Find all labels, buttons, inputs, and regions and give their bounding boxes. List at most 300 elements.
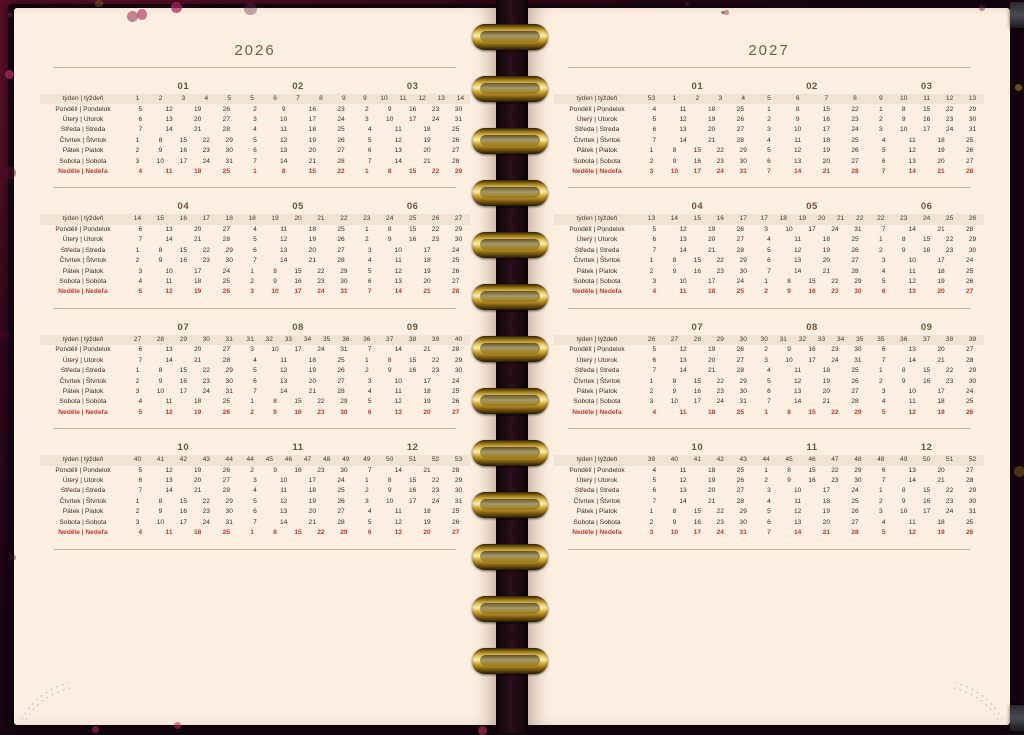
day-number[interactable]: 19 — [937, 408, 945, 416]
day-number[interactable]: 24 — [202, 518, 210, 526]
day-number[interactable]: 22 — [337, 168, 345, 176]
day-number[interactable]: 22 — [831, 466, 839, 474]
day-number[interactable]: 26 — [965, 408, 974, 416]
day-number[interactable]: 4 — [367, 257, 372, 265]
day-number[interactable]: 8 — [672, 257, 677, 265]
day-number[interactable]: 25 — [222, 398, 231, 406]
day-number[interactable]: 30 — [739, 267, 747, 275]
day-number[interactable]: 23 — [431, 487, 440, 495]
day-number[interactable]: 30 — [739, 387, 747, 395]
day-number[interactable]: 13 — [394, 278, 402, 285]
day-number[interactable]: 24 — [337, 477, 345, 485]
day-number[interactable]: 13 — [279, 508, 288, 516]
day-number[interactable]: 5 — [253, 367, 257, 375]
day-number[interactable]: 26 — [736, 115, 745, 123]
day-number[interactable]: 7 — [367, 288, 372, 296]
day-number[interactable]: 10 — [793, 487, 802, 495]
day-number[interactable]: 6 — [767, 257, 771, 265]
day-number[interactable]: 2 — [878, 497, 883, 505]
day-number[interactable]: 29 — [968, 105, 977, 113]
day-number[interactable]: 26 — [851, 246, 859, 254]
day-number[interactable]: 22 — [945, 105, 954, 113]
day-number[interactable]: 26 — [451, 136, 460, 144]
day-number[interactable]: 5 — [367, 136, 372, 144]
day-number[interactable]: 3 — [138, 267, 143, 275]
day-number[interactable]: 1 — [364, 168, 369, 176]
day-number[interactable]: 14 — [394, 466, 402, 474]
day-number[interactable]: 18 — [194, 168, 202, 176]
day-number[interactable]: 21 — [308, 257, 316, 265]
day-number[interactable]: 17 — [922, 508, 931, 516]
day-number[interactable]: 13 — [793, 257, 802, 265]
day-number[interactable]: 20 — [194, 225, 202, 233]
day-number[interactable]: 31 — [739, 529, 747, 537]
day-number[interactable]: 16 — [408, 487, 417, 495]
day-number[interactable]: 16 — [408, 105, 417, 113]
day-number[interactable]: 28 — [451, 288, 460, 296]
day-number[interactable]: 10 — [165, 267, 173, 275]
day-number[interactable]: 16 — [294, 408, 302, 416]
day-number[interactable]: 15 — [922, 367, 931, 375]
day-number[interactable]: 21 — [708, 497, 716, 505]
day-number[interactable]: 19 — [308, 497, 316, 505]
day-number[interactable]: 10 — [670, 398, 679, 406]
day-number[interactable]: 26 — [337, 367, 345, 375]
day-number[interactable]: 28 — [222, 356, 231, 364]
day-number[interactable]: 7 — [881, 356, 886, 364]
day-number[interactable]: 9 — [795, 115, 800, 123]
day-number[interactable]: 18 — [194, 529, 202, 537]
day-number[interactable]: 31 — [340, 346, 348, 354]
day-number[interactable]: 3 — [767, 126, 771, 134]
day-number[interactable]: 23 — [945, 377, 954, 385]
day-number[interactable]: 18 — [708, 408, 716, 416]
day-number[interactable]: 13 — [165, 115, 173, 123]
day-number[interactable]: 22 — [317, 267, 325, 275]
day-number[interactable]: 26 — [451, 398, 460, 406]
day-number[interactable]: 24 — [451, 246, 460, 254]
day-number[interactable]: 8 — [901, 367, 906, 375]
day-number[interactable]: 14 — [279, 257, 288, 265]
day-number[interactable]: 21 — [822, 168, 830, 176]
day-number[interactable]: 27 — [222, 225, 231, 233]
day-number[interactable]: 7 — [138, 126, 143, 134]
day-number[interactable]: 19 — [822, 377, 830, 385]
day-number[interactable]: 14 — [679, 246, 687, 254]
day-number[interactable]: 29 — [968, 236, 977, 244]
day-number[interactable]: 15 — [693, 147, 702, 155]
day-number[interactable]: 6 — [367, 147, 372, 155]
day-number[interactable]: 22 — [945, 487, 954, 495]
day-number[interactable]: 12 — [279, 236, 288, 244]
day-number[interactable]: 4 — [253, 356, 257, 364]
day-number[interactable]: 23 — [202, 377, 210, 385]
day-number[interactable]: 1 — [364, 356, 369, 364]
day-number[interactable]: 16 — [693, 518, 702, 526]
day-number[interactable]: 7 — [253, 518, 257, 526]
day-number[interactable]: 14 — [394, 157, 402, 165]
day-number[interactable]: 6 — [138, 346, 143, 354]
day-number[interactable]: 2 — [135, 508, 140, 516]
day-number[interactable]: 26 — [736, 346, 745, 354]
day-number[interactable]: 19 — [708, 346, 716, 354]
day-number[interactable]: 21 — [194, 126, 202, 134]
day-number[interactable]: 13 — [394, 529, 402, 537]
day-number[interactable]: 20 — [937, 466, 945, 474]
day-number[interactable]: 3 — [881, 387, 886, 395]
day-number[interactable]: 4 — [367, 508, 372, 516]
day-number[interactable]: 30 — [340, 408, 348, 416]
day-number[interactable]: 26 — [337, 497, 345, 505]
day-number[interactable]: 27 — [222, 115, 231, 123]
day-number[interactable]: 4 — [138, 168, 143, 176]
day-number[interactable]: 27 — [736, 236, 745, 244]
day-number[interactable]: 22 — [202, 367, 210, 375]
day-number[interactable]: 28 — [851, 168, 859, 176]
day-number[interactable]: 4 — [881, 267, 886, 275]
day-number[interactable]: 24 — [222, 267, 231, 275]
day-number[interactable]: 25 — [736, 105, 745, 113]
day-number[interactable]: 27 — [851, 257, 859, 265]
day-number[interactable]: 21 — [423, 346, 431, 354]
day-number[interactable]: 16 — [693, 157, 702, 165]
day-number[interactable]: 5 — [138, 466, 143, 474]
day-number[interactable]: 2 — [878, 246, 883, 254]
day-number[interactable]: 14 — [908, 168, 916, 176]
day-number[interactable]: 27 — [965, 157, 974, 165]
day-number[interactable]: 14 — [279, 387, 288, 395]
day-number[interactable]: 8 — [387, 356, 392, 364]
day-number[interactable]: 6 — [138, 477, 143, 485]
day-number[interactable]: 17 — [922, 126, 931, 134]
day-number[interactable]: 22 — [716, 257, 724, 265]
day-number[interactable]: 22 — [317, 529, 325, 537]
day-number[interactable]: 14 — [394, 288, 402, 296]
day-number[interactable]: 16 — [693, 267, 702, 275]
day-number[interactable]: 3 — [767, 487, 771, 495]
day-number[interactable]: 19 — [822, 246, 830, 254]
day-number[interactable]: 14 — [165, 356, 173, 364]
day-number[interactable]: 16 — [408, 367, 417, 375]
day-number[interactable]: 10 — [271, 288, 279, 296]
day-number[interactable]: 8 — [787, 278, 791, 285]
day-number[interactable]: 5 — [652, 477, 657, 485]
day-number[interactable]: 7 — [767, 267, 771, 275]
day-number[interactable]: 1 — [878, 105, 883, 113]
day-number[interactable]: 3 — [367, 246, 372, 254]
day-number[interactable]: 19 — [308, 136, 316, 144]
day-number[interactable]: 13 — [165, 225, 173, 233]
day-number[interactable]: 9 — [787, 477, 791, 485]
day-number[interactable]: 13 — [165, 477, 173, 485]
day-number[interactable]: 6 — [367, 408, 372, 416]
day-number[interactable]: 23 — [945, 497, 954, 505]
day-number[interactable]: 21 — [708, 246, 716, 254]
day-number[interactable]: 17 — [194, 267, 202, 275]
day-number[interactable]: 1 — [878, 236, 883, 244]
day-number[interactable]: 19 — [937, 529, 945, 537]
day-number[interactable]: 2 — [135, 257, 140, 265]
day-number[interactable]: 15 — [922, 236, 931, 244]
day-number[interactable]: 18 — [308, 225, 316, 233]
day-number[interactable]: 6 — [652, 487, 657, 495]
day-number[interactable]: 19 — [308, 367, 316, 375]
day-number[interactable]: 26 — [851, 508, 859, 516]
day-number[interactable]: 5 — [253, 136, 257, 144]
day-number[interactable]: 17 — [708, 278, 716, 285]
day-number[interactable]: 21 — [423, 466, 431, 474]
day-number[interactable]: 7 — [652, 136, 657, 144]
day-number[interactable]: 13 — [279, 377, 288, 385]
day-number[interactable]: 3 — [135, 157, 140, 165]
day-number[interactable]: 22 — [202, 497, 210, 505]
day-number[interactable]: 22 — [431, 356, 440, 364]
day-number[interactable]: 31 — [739, 168, 747, 176]
day-number[interactable]: 6 — [253, 147, 257, 155]
day-number[interactable]: 25 — [851, 497, 859, 505]
day-number[interactable]: 18 — [822, 497, 830, 505]
day-number[interactable]: 4 — [138, 529, 143, 537]
day-number[interactable]: 30 — [454, 487, 463, 495]
day-number[interactable]: 31 — [225, 157, 233, 165]
day-number[interactable]: 16 — [294, 466, 302, 474]
day-number[interactable]: 12 — [279, 136, 288, 144]
day-number[interactable]: 25 — [451, 387, 460, 395]
day-number[interactable]: 2 — [649, 387, 654, 395]
day-number[interactable]: 29 — [739, 508, 747, 516]
day-number[interactable]: 4 — [881, 136, 886, 144]
day-number[interactable]: 29 — [739, 147, 747, 155]
day-number[interactable]: 18 — [308, 126, 316, 134]
day-number[interactable]: 21 — [194, 356, 202, 364]
day-number[interactable]: 31 — [454, 497, 463, 505]
day-number[interactable]: 26 — [222, 408, 231, 416]
day-number[interactable]: 13 — [679, 236, 687, 244]
day-number[interactable]: 25 — [337, 487, 345, 495]
day-number[interactable]: 27 — [851, 387, 859, 395]
day-number[interactable]: 11 — [679, 408, 687, 416]
day-number[interactable]: 17 — [294, 346, 302, 354]
day-number[interactable]: 30 — [968, 497, 977, 505]
day-number[interactable]: 23 — [317, 408, 325, 416]
day-number[interactable]: 8 — [158, 497, 163, 505]
day-number[interactable]: 30 — [454, 105, 463, 113]
day-number[interactable]: 12 — [165, 105, 173, 113]
day-number[interactable]: 20 — [423, 408, 431, 416]
day-number[interactable]: 13 — [279, 147, 288, 155]
day-number[interactable]: 2 — [649, 267, 654, 275]
day-number[interactable]: 15 — [179, 497, 188, 505]
day-number[interactable]: 6 — [881, 288, 886, 296]
day-number[interactable]: 3 — [652, 278, 657, 285]
day-number[interactable]: 15 — [408, 225, 417, 233]
day-number[interactable]: 19 — [822, 147, 830, 155]
day-number[interactable]: 25 — [222, 529, 231, 537]
day-number[interactable]: 11 — [679, 466, 687, 474]
day-number[interactable]: 4 — [138, 398, 143, 406]
day-number[interactable]: 28 — [965, 225, 974, 233]
day-number[interactable]: 25 — [222, 278, 231, 285]
day-number[interactable]: 17 — [423, 246, 431, 254]
day-number[interactable]: 6 — [253, 508, 257, 516]
day-number[interactable]: 23 — [716, 157, 724, 165]
day-number[interactable]: 24 — [202, 157, 210, 165]
day-number[interactable]: 18 — [708, 105, 716, 113]
day-number[interactable]: 19 — [822, 508, 830, 516]
day-number[interactable]: 1 — [250, 398, 254, 406]
day-number[interactable]: 23 — [431, 236, 440, 244]
day-number[interactable]: 24 — [965, 387, 974, 395]
day-number[interactable]: 18 — [822, 236, 830, 244]
day-number[interactable]: 11 — [280, 356, 288, 364]
day-number[interactable]: 7 — [881, 225, 886, 233]
day-number[interactable]: 4 — [367, 387, 372, 395]
day-number[interactable]: 7 — [253, 387, 257, 395]
day-number[interactable]: 17 — [308, 477, 316, 485]
day-number[interactable]: 17 — [822, 487, 830, 495]
day-number[interactable]: 23 — [202, 508, 210, 516]
day-number[interactable]: 31 — [225, 387, 233, 395]
day-number[interactable]: 6 — [367, 529, 372, 537]
day-number[interactable]: 30 — [225, 508, 233, 516]
day-number[interactable]: 3 — [364, 497, 369, 505]
day-number[interactable]: 20 — [708, 236, 716, 244]
day-number[interactable]: 31 — [225, 518, 233, 526]
day-number[interactable]: 12 — [679, 115, 687, 123]
day-number[interactable]: 1 — [764, 466, 768, 474]
day-number[interactable]: 4 — [767, 236, 771, 244]
day-number[interactable]: 10 — [908, 387, 916, 395]
day-number[interactable]: 14 — [793, 267, 802, 275]
day-number[interactable]: 21 — [308, 387, 316, 395]
day-number[interactable]: 29 — [854, 466, 862, 474]
day-number[interactable]: 10 — [386, 115, 394, 123]
day-number[interactable]: 24 — [945, 126, 954, 134]
day-number[interactable]: 29 — [854, 278, 862, 285]
day-number[interactable]: 19 — [708, 477, 716, 485]
day-number[interactable]: 23 — [831, 477, 839, 485]
day-number[interactable]: 18 — [822, 367, 830, 375]
day-number[interactable]: 20 — [194, 346, 202, 354]
day-number[interactable]: 12 — [394, 267, 402, 275]
day-number[interactable]: 5 — [652, 115, 657, 123]
day-number[interactable]: 19 — [194, 288, 202, 296]
day-number[interactable]: 11 — [394, 257, 402, 265]
day-number[interactable]: 29 — [968, 487, 977, 495]
day-number[interactable]: 26 — [337, 236, 345, 244]
day-number[interactable]: 22 — [431, 225, 440, 233]
day-number[interactable]: 29 — [340, 529, 348, 537]
day-number[interactable]: 23 — [431, 105, 440, 113]
day-number[interactable]: 8 — [158, 246, 163, 254]
day-number[interactable]: 5 — [881, 278, 886, 285]
day-number[interactable]: 5 — [253, 497, 257, 505]
day-number[interactable]: 26 — [451, 267, 460, 275]
day-number[interactable]: 17 — [808, 356, 816, 364]
day-number[interactable]: 22 — [831, 408, 839, 416]
day-number[interactable]: 22 — [431, 477, 440, 485]
day-number[interactable]: 8 — [158, 136, 163, 144]
day-number[interactable]: 25 — [736, 288, 745, 296]
day-number[interactable]: 26 — [965, 278, 974, 285]
day-number[interactable]: 17 — [408, 497, 417, 505]
day-number[interactable]: 12 — [793, 508, 802, 516]
day-number[interactable]: 30 — [340, 466, 348, 474]
day-number[interactable]: 20 — [423, 529, 431, 537]
day-number[interactable]: 8 — [787, 466, 791, 474]
day-number[interactable]: 24 — [851, 126, 859, 134]
day-number[interactable]: 3 — [764, 356, 768, 364]
day-number[interactable]: 29 — [968, 367, 977, 375]
day-number[interactable]: 5 — [367, 518, 372, 526]
day-number[interactable]: 20 — [308, 377, 316, 385]
day-number[interactable]: 13 — [793, 387, 802, 395]
day-number[interactable]: 9 — [672, 267, 677, 275]
day-number[interactable]: 4 — [253, 126, 257, 134]
day-number[interactable]: 30 — [225, 257, 233, 265]
day-number[interactable]: 15 — [308, 168, 316, 176]
day-number[interactable]: 6 — [367, 278, 372, 285]
day-number[interactable]: 6 — [767, 387, 771, 395]
day-number[interactable]: 2 — [764, 288, 768, 296]
day-number[interactable]: 12 — [793, 377, 802, 385]
day-number[interactable]: 27 — [222, 477, 231, 485]
day-number[interactable]: 27 — [337, 147, 345, 155]
day-number[interactable]: 31 — [854, 356, 862, 364]
day-number[interactable]: 16 — [922, 497, 931, 505]
day-number[interactable]: 7 — [652, 497, 657, 505]
day-number[interactable]: 13 — [394, 408, 402, 416]
day-number[interactable]: 29 — [225, 136, 233, 144]
day-number[interactable]: 27 — [965, 346, 974, 354]
day-number[interactable]: 21 — [308, 157, 316, 165]
day-number[interactable]: 18 — [423, 257, 431, 265]
day-number[interactable]: 31 — [739, 398, 747, 406]
clasp-bottom[interactable] — [1010, 705, 1024, 731]
day-number[interactable]: 30 — [968, 246, 977, 254]
day-number[interactable]: 9 — [901, 115, 906, 123]
day-number[interactable]: 3 — [367, 377, 372, 385]
day-number[interactable]: 17 — [179, 518, 188, 526]
day-number[interactable]: 24 — [965, 257, 974, 265]
day-number[interactable]: 15 — [693, 377, 702, 385]
day-number[interactable]: 27 — [851, 518, 859, 526]
day-number[interactable]: 10 — [279, 477, 288, 485]
day-number[interactable]: 14 — [793, 168, 802, 176]
day-number[interactable]: 7 — [881, 477, 886, 485]
day-number[interactable]: 6 — [652, 236, 657, 244]
clasp-top[interactable] — [1010, 2, 1024, 28]
day-number[interactable]: 24 — [736, 278, 745, 285]
day-number[interactable]: 16 — [922, 246, 931, 254]
day-number[interactable]: 23 — [851, 115, 859, 123]
day-number[interactable]: 11 — [794, 367, 802, 375]
day-number[interactable]: 29 — [454, 477, 463, 485]
day-number[interactable]: 31 — [340, 288, 348, 296]
day-number[interactable]: 3 — [881, 257, 886, 265]
day-number[interactable]: 14 — [679, 136, 687, 144]
day-number[interactable]: 8 — [387, 168, 392, 176]
day-number[interactable]: 15 — [179, 367, 188, 375]
day-number[interactable]: 15 — [808, 278, 816, 285]
day-number[interactable]: 19 — [308, 236, 316, 244]
day-number[interactable]: 25 — [851, 367, 859, 375]
day-number[interactable]: 4 — [253, 487, 257, 495]
day-number[interactable]: 28 — [451, 346, 460, 354]
day-number[interactable]: 16 — [179, 508, 188, 516]
day-number[interactable]: 22 — [851, 105, 859, 113]
day-number[interactable]: 4 — [138, 278, 143, 285]
